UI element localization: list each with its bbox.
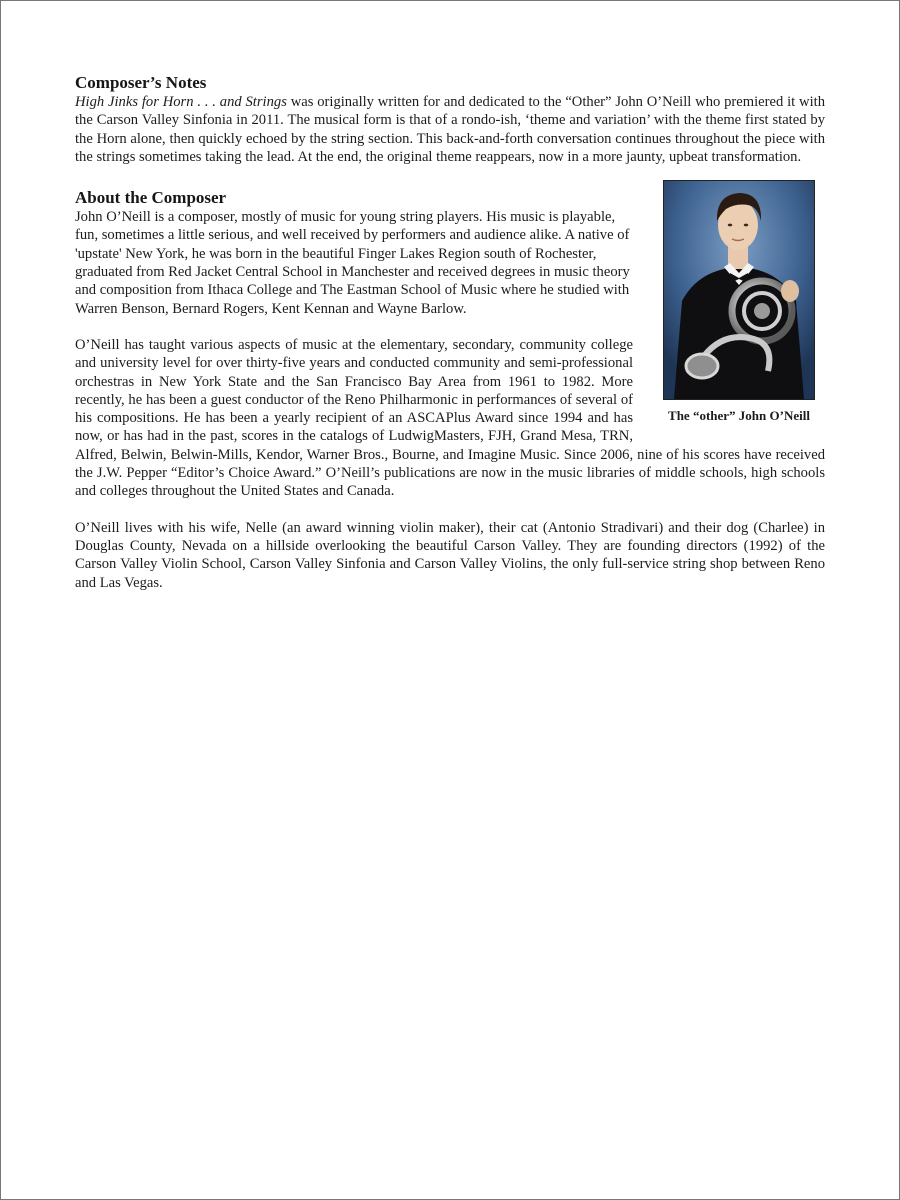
composer-photo-block: [653, 180, 825, 424]
photo-caption: The “other” John O’Neill: [668, 408, 810, 424]
composers-notes-paragraph: [75, 93, 825, 166]
composer-photo: [663, 180, 815, 400]
piece-title: High Jinks for Horn . . . and Strings: [75, 94, 287, 110]
about-paragraph-1: John O’Neill is a composer, mostly of music for young string players. His music is playable, fun, sometimes a little serious, and well received by performers and audience alike. A native of 'upstate' New York, he was born in the beautiful Finger Lakes Region south of Rochester, graduated from Red Jacket Central School in Manchester and received degrees in music theory and composition from Ithaca College and The Eastman School of Music where he studied with Warren Benson, Bernard Rogers, Kent Kennan and Wayne Barlow.: [75, 209, 630, 317]
composers-notes-heading: Composer’s Notes: [75, 73, 207, 92]
paragraph-spacer: [75, 501, 825, 519]
about-paragraph-3: O’Neill lives with his wife, Nelle (an award winning violin maker), their cat (Antonio Stradivari) and their dog (Charlee) in Douglas County, Nevada on a hillside overlooking the beautiful Carson Valley. They are founding directors (1992) of the Carson Valley Violin School, Carson Valley Sinfonia and Carson Valley Violins, the only full-service string shop between Reno and Las Vegas.: [75, 519, 825, 591]
composers-notes-text: was originally written for and dedicated to the “Other” John O’Neill who premiered it with the Carson Valley Sinfonia in 2011. The musical form is that of a rondo-ish, ‘theme and variation’ with the theme first stated by the Horn alone, then quickly echoed by the string section. This back-and-forth conversation continues throughout the piece with the strings sometimes taking the lead. At the end, the original theme reappears, now in a more jaunty, upbeat transformation.: [75, 94, 825, 165]
about-composer-heading: About the Composer: [75, 188, 227, 208]
about-paragraph-2: O’Neill has taught various aspects of music at the elementary, secondary, community college and university level for over thirty-five years and conducted community and semi-professional orchestras in New York State and the San Francisco Bay Area from 1961 to 1982. More recently, he has been a guest conductor of the Reno Philharmonic in performances of several of his compositions. He has been a yearly recipient of an ASCAPlus Award since 1994 and has now, or has had in the past, scores in the catalogs of LudwigMasters, FJH, Grand Mesa, TRN, Alfred, Belwin, Belwin-Mills, Kendor, Warner Bros., Bourne, and Imagine Music. Since 2006, nine of his scores have received the J.W. Pepper “Editor’s Choice Award.” O’Neill’s publications are now in the music libraries of middle schools, high schools and colleges throughout the United States and Canada.: [75, 336, 825, 500]
page-content: [75, 73, 825, 592]
